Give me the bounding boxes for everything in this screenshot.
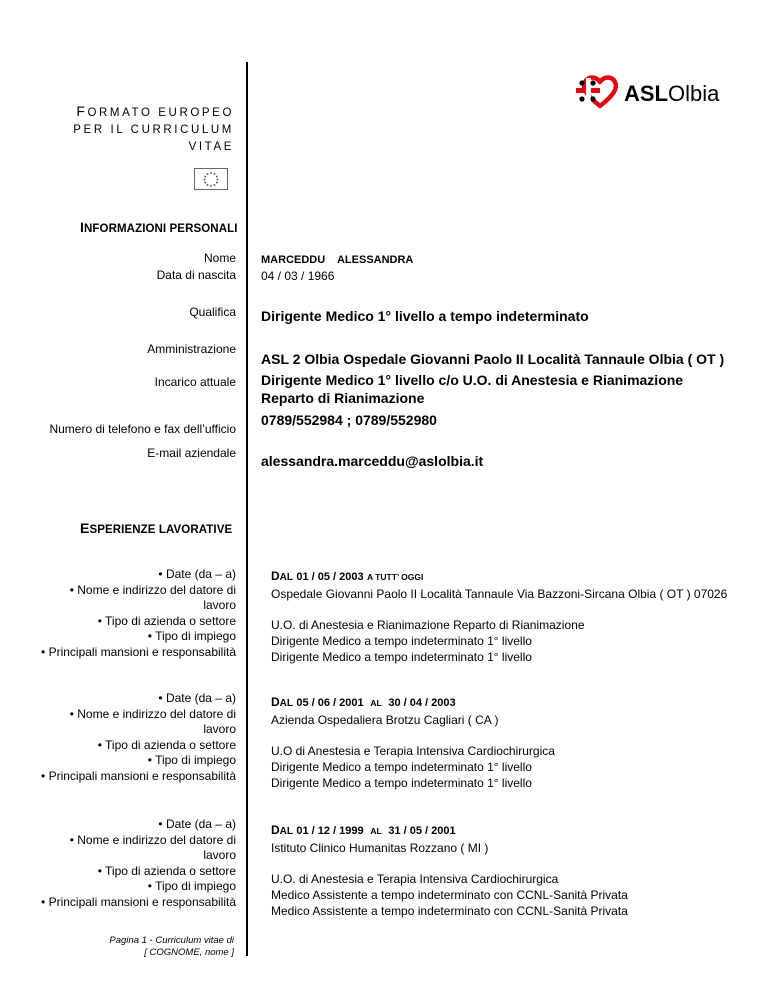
label-telefono: Numero di telefono e fax dell’ufficio: [49, 422, 236, 436]
label-type: • Tipo di impiego: [147, 629, 236, 643]
entry-employer: Istituto Clinico Humanitas Rozzano ( MI ): [271, 841, 489, 855]
label-employer: • Nome e indirizzo del datore di lavoro: [69, 706, 236, 736]
value-nome: MARCEDDU ALESSANDRA: [261, 254, 414, 266]
logo-brand-bold: ASL: [624, 81, 668, 106]
label-email: E-mail aziendale: [147, 446, 236, 460]
value-data-nascita: 04 / 03 / 1966: [261, 269, 335, 283]
asl-olbia-logo: [576, 70, 746, 114]
label-duties: • Principali mansioni e responsabilità: [41, 644, 236, 659]
label-duties: • Principali mansioni e responsabilità: [41, 768, 236, 783]
entry-duties: Dirigente Medico a tempo indeterminato 1° livello: [271, 650, 532, 664]
experience-labels: [36, 817, 236, 910]
label-date: • Date (da – a): [158, 817, 236, 831]
label-incarico: Incarico attuale: [154, 375, 236, 389]
footer-line1: Pagina 1 - Curriculum vitae di: [109, 935, 234, 946]
column-divider: [246, 62, 248, 956]
section-work-experience: ESPERIENZE LAVORATIVE: [80, 520, 233, 536]
entry-sector: U.O di Anestesia e Terapia Intensiva Cardiochirurgica: [271, 744, 555, 758]
label-amministrazione: Amministrazione: [147, 342, 236, 356]
entry-type: Dirigente Medico a tempo indeterminato 1° livello: [271, 760, 532, 774]
label-duties: • Principali mansioni e responsabilità: [41, 894, 236, 909]
label-sector: • Tipo di azienda o settore: [97, 863, 236, 878]
page-footer: [34, 935, 234, 959]
label-nome: Nome: [203, 251, 236, 265]
section-personal-info: INFORMAZIONI PERSONALI: [80, 219, 238, 235]
label-employer: • Nome e indirizzo del datore di lavoro: [69, 832, 236, 862]
eu-flag: [194, 168, 228, 190]
label-date: • Date (da – a): [158, 691, 236, 705]
label-type: • Tipo di impiego: [147, 753, 236, 767]
entry-duties: Dirigente Medico a tempo indeterminato 1° livello: [271, 776, 532, 790]
experience-entry: [271, 822, 741, 919]
entry-employer: Azienda Ospedaliera Brotzu Cagliari ( CA ): [271, 713, 499, 727]
svg-text:ASLOlbia: [624, 81, 720, 106]
cv-title-line2: PER IL CURRICULUM: [73, 124, 234, 136]
value-incarico: Dirigente Medico 1° livello c/o U.O. di Anestesia e Rianimazione Reparto di Rianimazione: [261, 372, 684, 406]
experience-labels: [36, 691, 236, 784]
entry-duties: Medico Assistente a tempo indeterminato con CCNL-Sanità Privata: [271, 904, 628, 918]
experience-entry: [271, 568, 741, 665]
label-data-nascita: Data di nascita: [156, 268, 236, 282]
value-qualifica: Dirigente Medico 1° livello a tempo indeterminato: [261, 308, 589, 324]
entry-sector: U.O. di Anestesia e Rianimazione Reparto di Rianimazione: [271, 618, 585, 632]
entry-type: Dirigente Medico a tempo indeterminato 1° livello: [271, 634, 532, 648]
value-email: alessandra.marceddu@aslolbia.it: [261, 453, 484, 469]
cv-title-line1: FORMATO EUROPEO: [76, 103, 234, 119]
logo-brand-regular: Olbia: [668, 81, 720, 106]
entry-employer: Ospedale Giovanni Paolo II Località Tannaule Via Bazzoni-Sircana Olbia ( OT ) 07026: [271, 587, 728, 601]
cv-title-line3: VITAE: [188, 141, 234, 153]
footer-line2: [ COGNOME, nome ]: [144, 947, 234, 958]
entry-dates: DAL 01 / 05 / 2003 A TUTT’ OGGI: [271, 569, 424, 583]
entry-type: Medico Assistente a tempo indeterminato con CCNL-Sanità Privata: [271, 888, 628, 902]
entry-sector: U.O. di Anestesia e Terapia Intensiva Cardiochirurgica: [271, 872, 559, 886]
value-telefono: 0789/552984 ; 0789/552980: [261, 412, 437, 428]
label-date: • Date (da – a): [158, 567, 236, 581]
label-employer: • Nome e indirizzo del datore di lavoro: [69, 582, 236, 612]
value-amministrazione: ASL 2 Olbia Ospedale Giovanni Paolo II Località Tannaule Olbia ( OT ): [261, 351, 725, 367]
label-sector: • Tipo di azienda o settore: [97, 613, 236, 628]
label-sector: • Tipo di azienda o settore: [97, 737, 236, 752]
logo-mark-icon: [576, 70, 746, 114]
label-qualifica: Qualifica: [189, 305, 236, 319]
entry-dates: DAL 05 / 06 / 2001 AL 30 / 04 / 2003: [271, 695, 456, 709]
entry-dates: DAL 01 / 12 / 1999 AL 31 / 05 / 2001: [271, 823, 456, 837]
label-type: • Tipo di impiego: [147, 879, 236, 893]
eu-stars-icon: [195, 169, 227, 189]
experience-entry: [271, 694, 741, 791]
experience-labels: [36, 567, 236, 660]
